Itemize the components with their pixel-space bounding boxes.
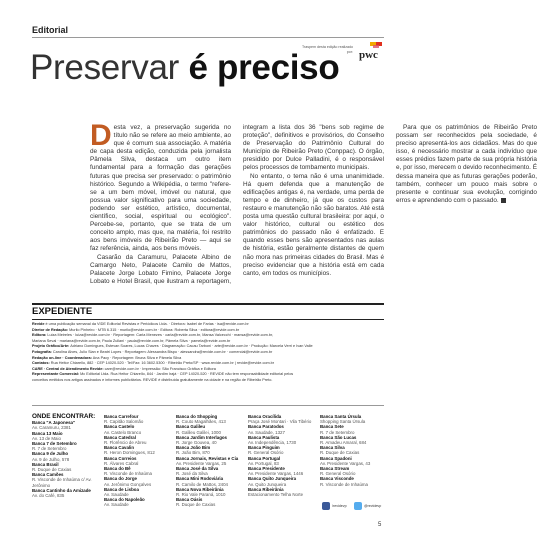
stand-address: Av. Presidente Vargas, 25 <box>176 460 227 466</box>
stand-name: Banca Ribeirânia <box>248 486 284 492</box>
stand-address: Av. 9 de Julho, 578 <box>32 456 70 462</box>
stand-address: Av. Presidente Vargas, 43 <box>320 460 371 466</box>
stands-column <box>104 414 174 508</box>
stand-address: R. 7 de Setembro <box>32 446 67 452</box>
credit-text: Luiza Meireles · luiza@revide.com.br · Reportagem: Carla Menezes · carla@revide.com.br, Mansa Valcecchi · mansa@revide.com.br, <box>46 333 274 338</box>
stands-section <box>32 405 384 516</box>
twitter-link[interactable] <box>354 502 381 510</box>
stand-address: R. General Osório <box>320 471 356 477</box>
stand-address: R. Camilo de Mattos, 2404 <box>176 481 228 487</box>
stand-item <box>248 424 318 434</box>
stand-item <box>32 451 102 461</box>
stand-address: R. Visconde de Inhaúma c/ Av. Jerônimo <box>32 477 92 488</box>
stand-item <box>32 462 102 472</box>
stand-name: Banca Oracílida <box>248 414 282 419</box>
stand-item <box>320 476 384 486</box>
stand-address: R. Visconde de Inhaúma <box>104 471 153 477</box>
stand-name: Banca Nova Ribeirânia <box>176 486 224 492</box>
credit-text: é uma publicação semanal da VIDE Editorial Revistas e Periódicos Ltda. · Diretora: Isabel de Farias · isa@revide.com.br <box>44 322 249 326</box>
stand-name: Banca Jardim Interlagos <box>176 434 227 440</box>
title-light: Preservar <box>30 48 189 87</box>
end-mark-icon <box>501 198 506 203</box>
stand-item <box>320 445 384 455</box>
stand-name: Banca Silva <box>320 445 345 451</box>
credit-line <box>32 378 384 384</box>
stand-address: R. Duque de Caxias <box>320 450 360 456</box>
stand-item <box>248 414 318 424</box>
expediente-credits <box>32 322 384 384</box>
stand-address: Shopping Santa Úrsula <box>320 419 366 425</box>
stand-name: Banca Jornais, Revistas e Cia <box>176 455 239 461</box>
credit-label: Projeto Gráfico/Arte: <box>32 344 70 349</box>
stand-address: R. Capitão Salomão <box>104 419 144 425</box>
stand-name: Banca Presidente <box>248 466 285 472</box>
stand-item <box>104 424 174 434</box>
credit-label: CARE · Central de Atendimento Revide: <box>32 366 104 371</box>
stand-address: Av. Presidente Vargas, 1446 <box>248 471 304 477</box>
stand-address: Estacionamento Telha Norte <box>248 492 304 498</box>
article-text-2: No entanto, o tema não é uma unanimidade. Há quem defenda que a manutenção de edificações antigas é, na verdade, uma perda de tempo e de dinheiro, já que os custos para restauro e manutenção não são baratos. Até está posta uma questão cultural brasileira: por aqui, o valor histórico, cultural ou estético dos patrimônios do passado não é enfatizado. E quando esses bens são apresentados nas aulas de história, estão geralmente distantes de quem não mora nas primeiras cidades do Brasil. Mas é preciso evidenciar que a história está em cada canto, em todos os municípios. <box>243 172 384 277</box>
stand-item <box>320 466 384 476</box>
pwc-logo <box>356 41 386 61</box>
stand-name: Banca 7 de Setembro <box>32 441 77 447</box>
stand-address: Av. Saudade, 1327 <box>248 429 285 435</box>
stands-column <box>176 414 246 508</box>
stand-item <box>32 420 102 430</box>
credit-text: Adriano Domingues, Estevan Soares, Lucas Chaves · Diagramação: Cacau Tarboni · arte@revide.com.br · Produção: Marcela Verri e Ivan Valle <box>69 344 313 349</box>
twitter-handle: @revidevp <box>364 503 382 508</box>
credit-label: Diretor de Redação: <box>32 327 69 332</box>
stand-name: Banca Paulista <box>248 434 280 440</box>
stand-name: Banca São Lucas <box>320 434 357 440</box>
stand-item <box>104 487 174 497</box>
stand-address: R. Florêncio de Abreu <box>104 440 147 446</box>
article-paragraph <box>243 173 384 278</box>
stand-address: R. Álvares Cabral <box>104 460 139 466</box>
stand-address: R. João Bim, 870 <box>176 450 210 456</box>
stand-address: Praça José Montari · Vila Tibério <box>248 419 312 425</box>
article-paragraph <box>396 124 537 205</box>
stand-item <box>248 435 318 445</box>
credit-text: Rua Heitor Chiarello, 882 · CEP 14020-520 · Tel/Fax: 16 3602.5300 · Ribeirão Preto/SP · www.revide.com.br | revide@revide.com.br <box>49 361 275 366</box>
credit-label: Fotografia: <box>32 349 52 354</box>
stands-column <box>32 414 102 498</box>
stand-item <box>320 424 384 434</box>
stand-name: Banca Paratodos <box>248 424 284 430</box>
stand-item <box>248 487 318 497</box>
stand-address: Av. Caramuru, 2381 <box>32 425 71 431</box>
facebook-handle: /revidevp <box>332 503 347 508</box>
top-rule <box>32 37 384 38</box>
stand-address: R. General Osório <box>248 450 284 456</box>
stand-name: Banca Carrefour <box>104 414 139 419</box>
stand-item <box>176 487 246 497</box>
stand-item <box>104 476 174 486</box>
stand-item <box>176 456 246 466</box>
stand-item <box>320 435 384 445</box>
twitter-icon <box>354 502 362 510</box>
stand-item <box>248 445 318 455</box>
stand-item <box>320 414 384 424</box>
stand-name: Banca Visconde <box>320 476 354 482</box>
stand-name: Banca do Napoleão <box>104 497 145 503</box>
stand-address: R. Duque de Caxias <box>32 467 72 473</box>
article-text-0: esta vez, a preservação sugerida no título não se refere ao meio ambiente, ao que é comum sua associação. A matéria de capa desta edição, conduzida pela jornalista Pâmela Silva, destaca um outro item fundamental para a formação das gerações futuras que precisa ser preservado: o patrimônio histórico. Segundo a Wikipédia, o termo "refere-se a um bem móvel, imóvel ou natural, que possua valor significativo para uma sociedade, podendo ser estético, artístico, documental, científico, social, espiritual ou ecológico". Percebe-se, portanto, que se trata de um conceito amplo, mas que, na matéria, foi restrito aos bens imóveis de Ribeirão Preto — aqui se faz referência, ainda, aos bens móveis. <box>90 124 231 253</box>
stand-address: Av. Independência, 1730 <box>248 440 297 446</box>
stand-name: Banca "A Japonesa" <box>32 420 76 426</box>
stand-name: Banca Galileu <box>176 424 206 430</box>
stand-item <box>176 497 246 507</box>
stand-item <box>176 414 246 424</box>
stand-address: Av. Castelo Branco <box>104 429 142 435</box>
stand-name: Banca do Shopping <box>176 414 218 419</box>
stand-item <box>248 476 318 486</box>
stand-item <box>104 445 174 455</box>
stand-item <box>104 456 174 466</box>
stand-item <box>32 441 102 451</box>
stand-name: Banca 13 Maio <box>32 430 63 436</box>
stand-name: Banca Brasil <box>32 461 59 467</box>
stand-address: Av. Saudade <box>104 502 129 508</box>
stand-name: Banca Quito Junqueira <box>248 476 297 482</box>
stand-name: Banca do Bê <box>104 466 131 472</box>
credit-text: Murilo Pinheiro · MTB 6.315 · murilo@revide.com.br · Editora: Roberta Silva · editora@revide.com.br <box>68 327 240 332</box>
page-title <box>30 48 339 88</box>
stand-address: R. Duque de Caxias <box>176 502 216 508</box>
stand-item <box>320 456 384 466</box>
stand-item <box>104 497 174 507</box>
stand-name: Banca Mini Rodoviária <box>176 476 224 482</box>
stands-column <box>320 414 384 487</box>
stands-column <box>248 414 318 497</box>
stand-item <box>248 466 318 476</box>
stand-item <box>248 456 318 466</box>
stand-item <box>176 476 246 486</box>
stand-name: Banca João Bim <box>176 445 211 451</box>
article-body <box>90 119 537 292</box>
stand-address: Av. 13 de Maio <box>32 435 61 441</box>
stand-address: R. Jorge Gouvea, 40 <box>176 440 217 446</box>
stand-name: Banca do Jorge <box>104 476 137 482</box>
stand-address: Av. Saudade <box>104 492 129 498</box>
section-label: Editorial <box>32 25 69 35</box>
credit-label: Representante Comercial: <box>32 372 80 377</box>
stand-name: Banca Sete <box>320 424 344 430</box>
sponsor-thanks: Traspem desta edição realizado por: <box>301 45 353 54</box>
credit-label: Revide <box>32 322 45 326</box>
stand-address: R. Visconde de Inhaúma <box>320 481 369 487</box>
article-text-1: Casarão da Caramuru, Palacete Albino de Camargo Neto, Palacete Camilo de Mattos, Palacete Jorge Lobato Fimino, Palacete Jorge Lobato e Hotel Brasil, que ilustram a reportagem, integram a lista dos 36 "bens sob regime de proteção", definitivos e provisórios, do Conselho de Preservação do Patrimônio Cultural do Município de Ribeirão Preto (Conppac). O órgão, presidido por Dulce Palladini, é o responsável pelos processos de tombamento municipais. <box>90 124 384 285</box>
stand-address: R. Heron Domingues, 812 <box>104 450 155 456</box>
title-bold: é preciso <box>188 48 340 87</box>
credit-text: conceitos emitidos nos artigos assinados e informes publicitários. REVIDE é distribuída gratuitamente na cidade e na região de Ribeirão Preto. <box>32 377 273 382</box>
svg-text:pwc: pwc <box>359 49 378 61</box>
stand-address: Av. Portugal, 83 <box>248 460 279 466</box>
stand-name: Banca Santa Úrsula <box>320 414 362 419</box>
expediente-bar <box>32 303 384 320</box>
article-paragraph <box>90 119 231 254</box>
stand-item <box>104 435 174 445</box>
stand-name: Banca Stream <box>320 466 350 472</box>
facebook-link[interactable] <box>322 502 347 510</box>
stand-item <box>32 431 102 441</box>
stand-item <box>104 466 174 476</box>
stand-item <box>176 445 246 455</box>
credit-text: Mc Editorial Ltda. Rua Heitor Chiarello, 844 · Jardim Irajá · CEP 14020-520 · REVIDE não tem responsabilidade editorial pelos <box>79 372 294 377</box>
stand-address: R. Couto Magalhães, 413 <box>176 419 226 425</box>
credit-text: Mariana Seval · mariana@revide.com.br, Paula Zullani · paula@revide.com.br, Pâmela Silva · pamela@revide.com.br <box>32 338 231 343</box>
stand-name: Banca Correios <box>104 455 137 461</box>
stand-item <box>32 472 102 488</box>
stand-address: Av. Quito Junqueira <box>248 481 287 487</box>
credit-text: Ana Pacy · Reportagem: Bruna Silva e Pâmela Silva <box>91 355 182 360</box>
stand-address: R. Rio Vale Paraná, 1010 <box>176 492 226 498</box>
stand-address: R. José da Silva <box>176 471 208 477</box>
credit-label: Editora: <box>32 333 47 338</box>
credit-label: Contatos: <box>32 361 50 366</box>
stand-address: R. Amadeu Amaral, 684 <box>320 440 367 446</box>
stand-address: R. Galileu Galilei, 1000 <box>176 429 221 435</box>
facebook-icon <box>322 502 330 510</box>
credit-label: Redação on-line · Coordenadora: <box>32 355 92 360</box>
stand-item <box>32 488 102 498</box>
page-number: 5 <box>378 522 382 528</box>
stand-address: Av. Jerônimo Gonçalves <box>104 481 152 487</box>
stand-item <box>176 424 246 434</box>
stand-address: Av. do Café, 835 <box>32 493 65 499</box>
expediente-title: EXPEDIENTE <box>32 306 93 317</box>
drop-cap: D <box>90 119 112 152</box>
article-text-3: Para que os patrimônios de Ribeirão Preto possam ser reconhecidos pela sociedade, é preciso apresentá-los aos cidadãos. Mas do que isso, é necessário mostrar a cada indivíduo que esses prédios fazem parte de sua própria história e, por isso, merecem o devido reconhecimento. É dessa maneira que as futuras gerações poderão, também, conhecer um pouco mais sobre o presente e continuar sua evolução, corrigindo erros e aprendendo com o passado. <box>396 124 537 204</box>
credit-text: Carolina Alves, Julio Sian e Beatri Lopes · Reportagem: Alessandra Bispo · alessandra@revide.com.br · comercial@revide.com.br <box>51 349 273 354</box>
stand-name: Banca de Lisboa <box>104 486 139 492</box>
stand-name: Banca Portugal <box>248 455 281 461</box>
stand-name: Banca Camões <box>32 472 64 478</box>
stand-name: Banca José da Silva <box>176 466 219 472</box>
stand-name: Banca Castelo <box>104 424 135 430</box>
credit-text: care@revide.com.br · Impressão: São Francisco Gráfica e Editora <box>103 366 216 371</box>
stand-item <box>176 435 246 445</box>
stand-name: Banca Cavalin <box>104 445 135 451</box>
stand-item <box>104 414 174 424</box>
stand-item <box>176 466 246 476</box>
stands-heading: ONDE ENCONTRAR: <box>32 413 96 420</box>
stand-name: Banca Oásis <box>176 497 203 503</box>
stand-name: Banca 9 de Julho <box>32 451 69 457</box>
stand-name: Banca Pinguim <box>248 445 280 451</box>
stand-name: Banca Cantinho da Amizade <box>32 487 91 493</box>
stand-address: R. 7 de Setembro <box>320 429 355 435</box>
stand-name: Banca Spadoni <box>320 455 352 461</box>
stand-name: Banca Catedral <box>104 434 136 440</box>
